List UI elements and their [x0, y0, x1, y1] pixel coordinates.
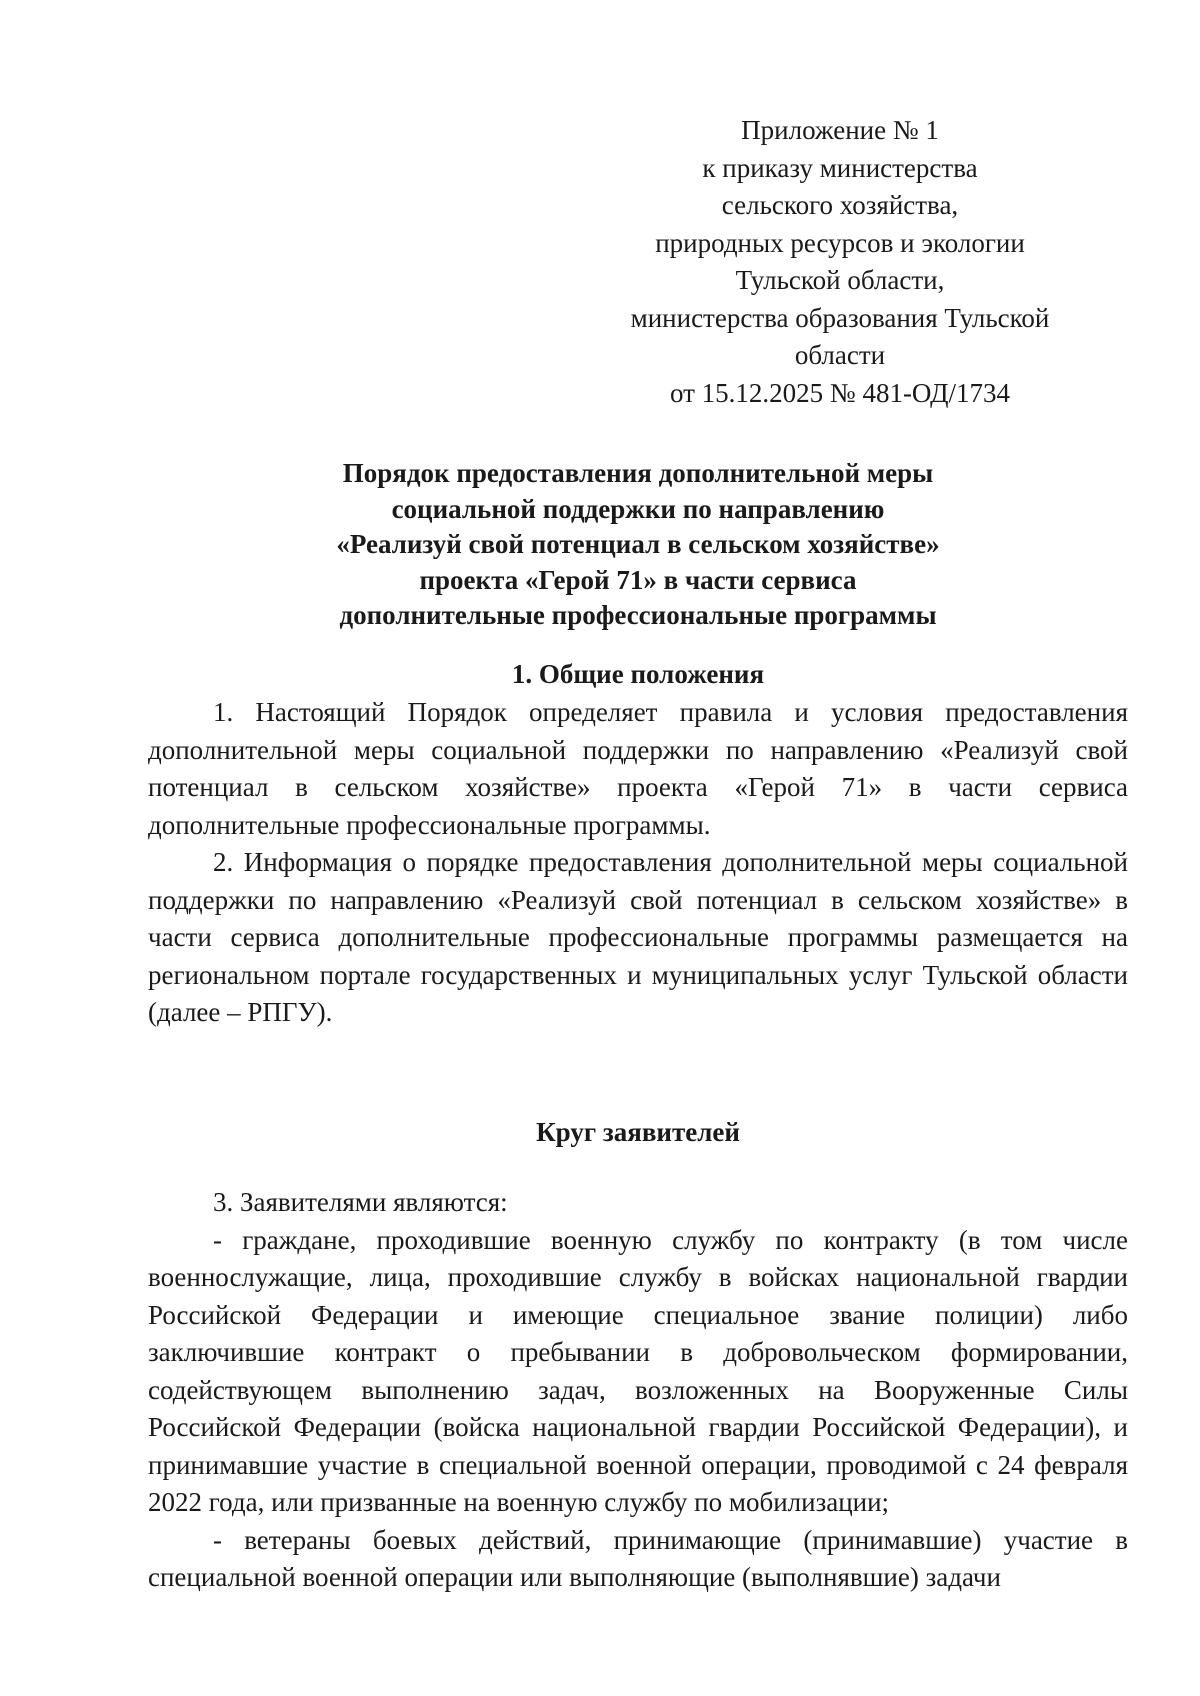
title-line: проекта «Герой 71» в части сервиса [419, 564, 857, 595]
appendix-line: к приказу министерства [702, 152, 978, 183]
section-heading-general: 1. Общие положения [511, 659, 765, 689]
title-line: Порядок предоставления дополнительной меры [342, 458, 934, 488]
appendix-line: области [794, 340, 886, 370]
appendix-header [590, 112, 1090, 412]
appendix-line: Тульской области, [735, 265, 945, 295]
paragraph: 3. Заявителями являются: [213, 1187, 508, 1217]
section-heading-applicants: Круг заявителей [536, 1117, 740, 1147]
title-line: дополнительные профессиональные программы [339, 600, 937, 630]
appendix-line: сельского хозяйства, [721, 190, 959, 220]
document-title [148, 456, 1128, 634]
list-item: - граждане, проходившие военную службу по контракту (в том числе военнослужащие, лица, проходившие службу в войсках национальной гвардии Российской Федерации и имеющие специальное звание полиции) либо заключившие контракт о пребывании в добровольческом формировании, содействующем выполнению задач, возложенных на Вооруженные Силы Российской Федерации (войска национальной гвардии Российской Федерации), и принимавшие участие в специальной военной операции, проводимой с 24 февраля 2022 года, или призванные на военную службу по мобилизации; [148, 1224, 1128, 1517]
appendix-date-number: от 15.12.2025 № 481-ОД/1734 [669, 377, 1011, 408]
paragraph: 1. Настоящий Порядок определяет правила и условия предоставления дополнительной меры социальной поддержки по направлению «Реализуй свой потенциал в сельском хозяйстве» проекта «Герой 71» в части сервиса дополнительные профессиональные программы. [148, 697, 1128, 840]
paragraph: 2. Информация о порядке предоставления дополнительной меры социальной поддержки по направлению «Реализуй свой потенциал в сельском хозяйстве» в части сервиса дополнительные профессиональные программы размещается на региональном портале государственных и муниципальных услуг Тульской области (далее – РПГУ). [148, 847, 1128, 1027]
section-general-body [148, 694, 1128, 1032]
title-line: социальной поддержки по направлению [391, 493, 885, 524]
appendix-line: природных ресурсов и экологии [655, 227, 1025, 258]
section-applicants-body [148, 1184, 1128, 1597]
appendix-line: Приложение № 1 [741, 115, 939, 145]
list-item: - ветераны боевых действий, принимающие (принимавшие) участие в специальной военной операции или выполняющие (выполнявшие) задачи [148, 1524, 1128, 1592]
appendix-line: министерства образования Тульской [630, 302, 1050, 333]
title-line: «Реализуй свой потенциал в сельском хозяйстве» [336, 529, 940, 559]
